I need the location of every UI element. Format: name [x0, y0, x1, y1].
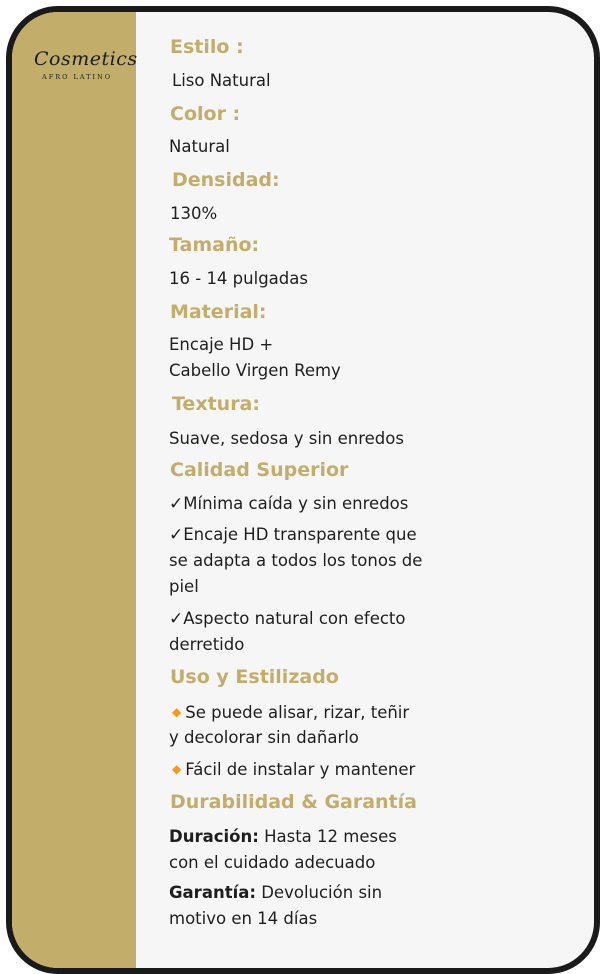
duration-line-1 [169, 824, 397, 850]
spec-value-color: Natural [169, 137, 230, 156]
duration-label: Duración: [169, 827, 259, 846]
usage-item-1-text-1: Se puede alisar, rizar, teñir [185, 703, 410, 722]
usage-item-1-text-2: y decolorar sin dañarlo [169, 728, 359, 747]
check-icon: ✓ [169, 609, 184, 629]
spec-label-material: Material: [170, 301, 267, 323]
usage-item-2 [172, 756, 415, 783]
spec-label-style: Estilo : [170, 36, 244, 58]
duration-text-2: con el cuidado adecuado [169, 853, 376, 872]
warranty-line-1 [169, 880, 382, 906]
usage-item-2-text: Fácil de instalar y mantener [185, 760, 416, 779]
spec-label-size: Tamaño: [169, 234, 260, 256]
spec-value-density: 130% [170, 204, 218, 223]
spec-value-style: Liso Natural [172, 71, 271, 90]
spec-value-size: 16 - 14 pulgadas [169, 269, 308, 288]
quality-item-2-text-2: se adapta a todos los tonos de [169, 551, 423, 570]
quality-item-2 [169, 522, 417, 548]
spec-label-density: Densidad: [172, 169, 280, 191]
brand-script: Cosmetics [34, 48, 138, 70]
check-icon: ✓ [169, 525, 184, 545]
spec-label-texture: Textura: [172, 393, 260, 415]
spec-value-material-line2: Cabello Virgen Remy [169, 361, 341, 380]
orange-diamond-icon: ◆ [172, 705, 182, 719]
quality-item-3-text-1: Aspecto natural con efecto [183, 609, 406, 628]
warranty-text-1: Devolución sin [255, 883, 383, 902]
orange-diamond-icon: ◆ [172, 762, 182, 776]
quality-item-2-text-1: Encaje HD transparente que [183, 525, 417, 544]
product-card [6, 6, 600, 974]
spec-label-color: Color : [170, 103, 241, 125]
quality-item-3 [169, 606, 405, 632]
quality-item-1 [169, 491, 408, 517]
spec-content [12, 12, 594, 968]
quality-item-2-text-3: piel [169, 577, 199, 596]
duration-text-1: Hasta 12 meses [258, 827, 397, 846]
usage-item-1 [172, 699, 409, 726]
usage-title: Uso y Estilizado [170, 666, 339, 688]
warranty-label: Garantía: [169, 883, 256, 902]
quality-title: Calidad Superior [170, 459, 349, 481]
spec-value-material-line1: Encaje HD + [169, 335, 274, 354]
durability-title: Durabilidad & Garantía [170, 791, 417, 813]
quality-item-3-text-2: derretido [169, 635, 245, 654]
brand-subtitle: AFRO LATINO [42, 73, 113, 81]
spec-value-texture: Suave, sedosa y sin enredos [169, 429, 404, 448]
warranty-text-2: motivo en 14 días [169, 909, 318, 928]
check-icon: ✓ [169, 494, 184, 514]
quality-item-1-text: Mínima caída y sin enredos [183, 494, 409, 513]
